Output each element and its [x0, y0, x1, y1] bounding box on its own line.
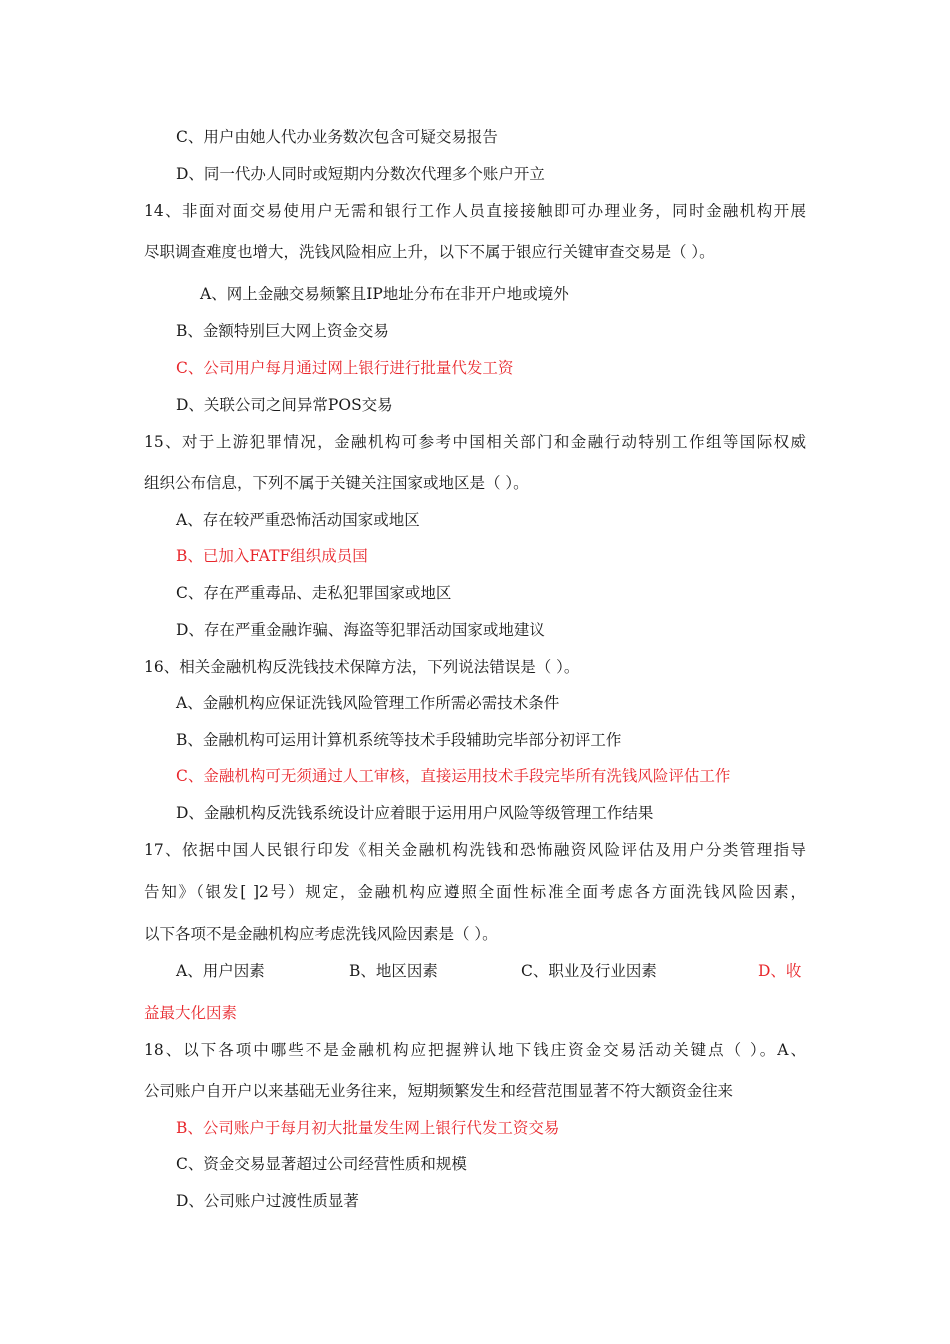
q14-option-b: B、金额特别巨大网上资金交易 — [176, 322, 389, 340]
q18-option-b-answer: B、公司账户于每月初大批量发生网上银行代发工资交易 — [176, 1119, 560, 1137]
q15-option-d: D、存在严重金融诈骗、海盗等犯罪活动国家或地建议 — [176, 621, 545, 639]
q15-stem-line1: 15、对于上游犯罪情况，金融机构可参考中国相关部门和金融行动特别工作组等国际权威 — [144, 433, 806, 451]
q15-option-c: C、存在严重毒品、走私犯罪国家或地区 — [176, 584, 452, 602]
q18-stem-line1: 18、以下各项中哪些不是金融机构应把握辨认地下钱庄资金交易活动关键点（ ）。A、 — [144, 1041, 806, 1059]
q16-stem: 16、相关金融机构反洗钱技术保障方法，下列说法错误是（ ）。 — [144, 658, 580, 676]
q17-stem-line2: 告知》（银发[ ]2号）规定，金融机构应遵照全面性标准全面考虑各方面洗钱风险因素， — [144, 883, 806, 901]
q14-option-d: D、关联公司之间异常POS交易 — [176, 396, 393, 414]
q17-stem-line3: 以下各项不是金融机构应考虑洗钱风险因素是（ ）。 — [144, 925, 498, 943]
q16-option-b: B、金融机构可运用计算机系统等技术手段辅助完毕部分初评工作 — [176, 731, 622, 749]
q14-stem-line2: 尽职调查难度也增大，洗钱风险相应上升，以下不属于银应行关键审查交易是（ ）。 — [144, 243, 715, 261]
q14-option-a: A、网上金融交易频繁且IP地址分布在非开户地或境外 — [200, 285, 569, 303]
q17-option-b: B、地区因素 — [349, 962, 438, 980]
q15-option-a: A、存在较严重恐怖活动国家或地区 — [176, 511, 420, 529]
q15-stem-line2: 组织公布信息，下列不属于关键关注国家或地区是（ ）。 — [144, 474, 529, 492]
q16-option-a: A、金融机构应保证洗钱风险管理工作所需必需技术条件 — [176, 694, 560, 712]
q18-option-c: C、资金交易显著超过公司经营性质和规模 — [176, 1155, 467, 1173]
q17-option-c: C、职业及行业因素 — [521, 962, 657, 980]
q13-option-d: D、同一代办人同时或短期内分数次代理多个账户开立 — [176, 165, 545, 183]
q17-option-d-answer-part1: D、收 — [758, 962, 802, 980]
q13-option-c: C、用户由她人代办业务数次包含可疑交易报告 — [176, 128, 498, 146]
q16-option-d: D、金融机构反洗钱系统设计应着眼于运用用户风险等级管理工作结果 — [176, 804, 654, 822]
q17-option-a: A、用户因素 — [176, 962, 265, 980]
q14-option-c-answer: C、公司用户每月通过网上银行进行批量代发工资 — [176, 359, 514, 377]
q17-stem-line1: 17、依据中国人民银行印发《相关金融机构洗钱和恐怖融资风险评估及用户分类管理指导 — [144, 841, 806, 859]
q16-option-c-answer: C、金融机构可无须通过人工审核，直接运用技术手段完毕所有洗钱风险评估工作 — [176, 767, 731, 785]
q18-stem-line2: 公司账户自开户以来基础无业务往来，短期频繁发生和经营范围显著不符大额资金往来 — [144, 1082, 734, 1100]
q14-stem-line1: 14、非面对面交易使用户无需和银行工作人员直接接触即可办理业务，同时金融机构开展 — [144, 202, 806, 220]
q15-option-b-answer: B、已加入FATF组织成员国 — [176, 547, 368, 565]
q17-option-d-answer-part2: 益最大化因素 — [144, 1004, 238, 1022]
q18-option-d: D、公司账户过渡性质显著 — [176, 1192, 359, 1210]
